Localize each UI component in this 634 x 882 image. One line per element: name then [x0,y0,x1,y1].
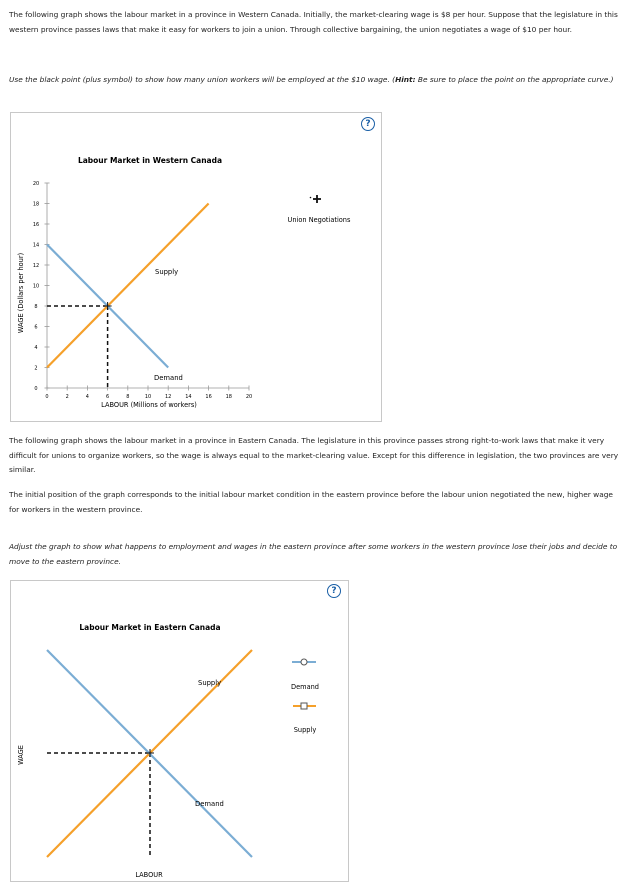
y-tick-label: 12 [32,263,40,269]
eastern-demand-label: Demand [195,800,224,808]
y-tick-label: 14 [32,242,40,249]
x-tick-label: 8 [126,394,130,400]
supply-tool-label: Supply [293,726,317,734]
y-tick-label: 18 [32,201,40,208]
eastern-paragraph: The following graph shows the labour market in a province in Eastern Canada. The legislature in this province passes strong right-to-work laws that make it very difficult for unions to organize workers, so the wage is always equal to the market-clearing value. Except for this difference in legislation, the two provinces are very similar. [9,436,619,474]
union-negotiations-label: Union Negotiations [287,216,351,224]
y-tick-label: 8 [34,304,38,310]
instruction-1-hint: Hint: [395,75,416,84]
x-tick-label: 10 [144,394,152,400]
y-tick-label: 4 [34,345,38,351]
x-tick-label: 12 [165,394,172,400]
instruction-1 [9,73,621,88]
y-tick-label: 10 [32,283,40,290]
y-tick-label: 2 [34,365,38,372]
x-tick-label: 2 [65,394,69,400]
x-tick-label: 4 [85,394,89,400]
western-supply-label: Supply [155,268,179,276]
y-tick-label: 0 [34,386,38,392]
western-supply-curve[interactable] [47,204,209,368]
western-demand-label: Demand [154,374,183,382]
x-tick-label: 14 [185,394,192,400]
western-y-label: WAGE (Dollars per hour) [17,252,25,334]
x-tick-label: 20 [245,394,253,400]
supply-tool-icon[interactable] [293,703,316,709]
x-tick-label: 6 [106,394,110,400]
help-icon-2[interactable]: ? [327,584,341,598]
western-x-label: LABOUR (Millions of workers) [101,401,197,409]
eastern-x-label: LABOUR [135,871,163,879]
initial-position-paragraph: The initial position of the graph corresponds to the initial labour market condition in the eastern province before the labour union negotiated the new, higher wage for workers in the western province. [9,490,613,514]
y-tick-label: 6 [34,324,38,331]
eastern-chart [11,581,348,881]
eastern-y-label: WAGE [17,745,25,765]
instruction-1-text-b: Be sure to place the point on the appropriate curve.) [415,75,614,84]
western-graph-panel [10,112,382,422]
y-tick-label: 20 [32,181,40,187]
instruction-1-text-a: Use the black point (plus symbol) to show how many union workers will be employed at the $10 wage. ( [9,75,396,84]
x-tick-label: 18 [225,394,232,400]
demand-tool-label: Demand [291,683,319,691]
instruction-2: Adjust the graph to show what happens to employment and wages in the eastern province after some workers in the western province lose their jobs and decide to move to the eastern province. [9,542,618,566]
eastern-graph-panel [10,580,349,882]
x-tick-label: 0 [45,394,49,400]
eastern-supply-label: Supply [198,679,222,687]
eastern-chart-title: Labour Market in Eastern Canada [79,623,221,632]
western-chart-title: Labour Market in Western Canada [77,156,223,165]
demand-tool-icon[interactable] [292,659,316,665]
x-tick-label: 16 [205,394,212,400]
help-icon[interactable]: ? [361,117,375,131]
union-negotiations-plus-icon[interactable] [310,195,321,203]
y-tick-label: 16 [32,222,40,228]
western-chart [11,113,381,421]
intro-paragraph: The following graph shows the labour market in a province in Western Canada. Initially, the market-clearing wage is $8 per hour. Suppose that the legislature in this western province passes laws that make it easy for workers to join a union. Through collective bargaining, the union negotiates a wage of $10 per hour. [9,10,618,34]
